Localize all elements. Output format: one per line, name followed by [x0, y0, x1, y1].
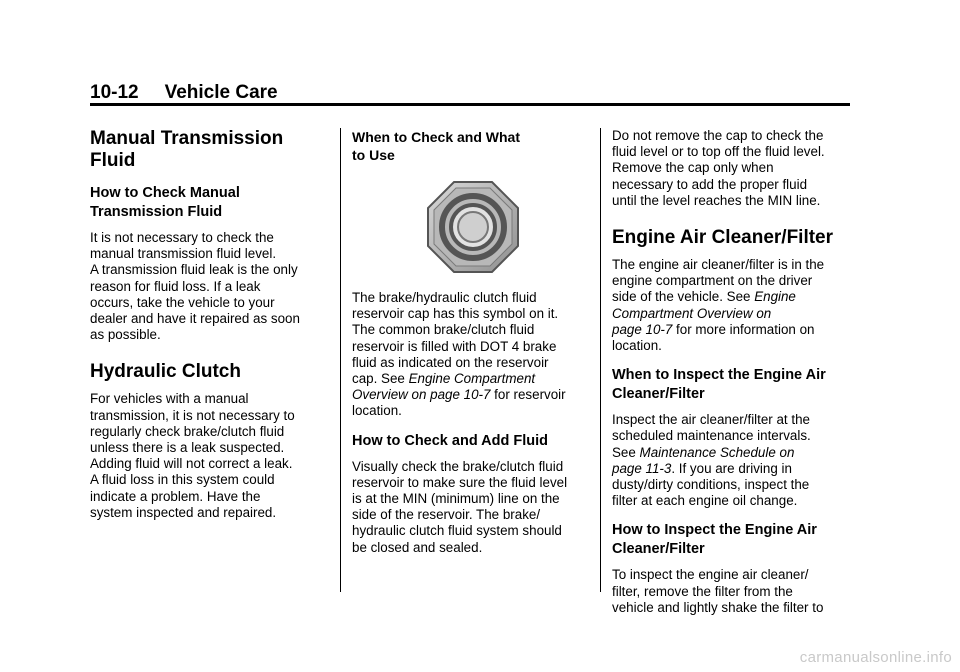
- paragraph-check-and-add-fluid: Visually check the brake/clutch fluid reservoir to make sure the fluid level is at the MIN (minimum) line on the side of the reservoir. The brake/ hydraulic clutch fluid system should be closed and sealed.: [352, 458, 568, 555]
- paragraph-hydraulic-clutch: For vehicles with a manual transmission, it is not necessary to regularly check brake/clutch fluid unless there is a leak suspected. Adding fluid will not correct a leak. A fluid loss in this system could indicate a problem. Have the system inspected and repaired.: [90, 391, 295, 520]
- figure-brake-fluid-symbol: [352, 180, 592, 280]
- paragraph-engine-air-cleaner: The engine air cleaner/filter is in the engine compartment on the driver side of the vehicle. See Engine Compartment Overview on page 10-7 for more information on location.: [612, 257, 825, 354]
- link-page-10-7[interactable]: page 10-7: [612, 321, 673, 337]
- paragraph-when-to-inspect: Inspect the air cleaner/filter at the scheduled maintenance intervals. See Maintenance Schedule on page 11-3. If you are driving in dusty/dirty conditions, inspect the filter at each engine oil change.: [612, 412, 811, 509]
- column-1: [90, 128, 330, 521]
- link-compartment-overview[interactable]: Compartment Overview on: [612, 305, 772, 321]
- heading-manual-transmission-fluid: Manual Transmission Fluid: [90, 128, 284, 171]
- link-engine-compartment[interactable]: Engine: [754, 289, 796, 305]
- heading-when-to-check-and-what-to-use: When to Check and What to Use: [352, 129, 520, 163]
- brake-fluid-cap-symbol-icon: [426, 180, 520, 274]
- column-3: [612, 128, 854, 616]
- heading-hydraulic-clutch: Hydraulic Clutch: [90, 361, 241, 383]
- page-number: 10-12: [90, 82, 139, 103]
- paragraph-how-to-inspect: To inspect the engine air cleaner/ filter, remove the filter from the vehicle and lightly shake the filter to: [612, 567, 824, 615]
- paragraph-check-manual-fluid: It is not necessary to check the manual transmission fluid level. A transmission fluid leak is the only reason for fluid loss. If a leak occurs, take the vehicle to your dealer and have it repaired as soon as possible.: [90, 230, 300, 343]
- paragraph-brake-fluid-symbol: The brake/hydraulic clutch fluid reservoir cap has this symbol on it. The common brake/clutch fluid reservoir is filled with DOT 4 brake fluid as indicated on the reservoir cap. See Engine Compartment Overview on page 10-7 for reservoir location.: [352, 290, 566, 419]
- page-header: [90, 82, 278, 104]
- header-rule: [90, 103, 850, 106]
- heading-how-to-inspect-air-filter: How to Inspect the Engine Air Cleaner/Filter: [612, 522, 817, 558]
- heading-engine-air-cleaner-filter: Engine Air Cleaner/Filter: [612, 227, 834, 249]
- paragraph-do-not-remove-cap: Do not remove the cap to check the fluid level or to top off the fluid level. Remove the cap only when necessary to add the proper fluid until the level reaches the MIN line.: [612, 128, 825, 208]
- column-divider: [600, 128, 601, 592]
- column-divider: [340, 128, 341, 592]
- link-engine-compartment-overview-page[interactable]: Overview on page 10-7: [352, 387, 491, 403]
- link-page-11-3[interactable]: page 11-3: [612, 460, 672, 476]
- section-title: Vehicle Care: [164, 82, 278, 103]
- link-maintenance-schedule[interactable]: Maintenance Schedule on: [639, 444, 795, 460]
- watermark: carmanualsonline.info: [799, 649, 952, 666]
- heading-how-to-check-and-add-fluid: How to Check and Add Fluid: [352, 432, 549, 449]
- column-2: [352, 128, 592, 556]
- heading-when-to-inspect-air-filter: When to Inspect the Engine Air Cleaner/Filter: [612, 367, 826, 403]
- link-engine-compartment-overview[interactable]: Engine Compartment: [408, 371, 536, 387]
- heading-how-to-check-manual-transmission-fluid: How to Check Manual Transmission Fluid: [90, 185, 240, 220]
